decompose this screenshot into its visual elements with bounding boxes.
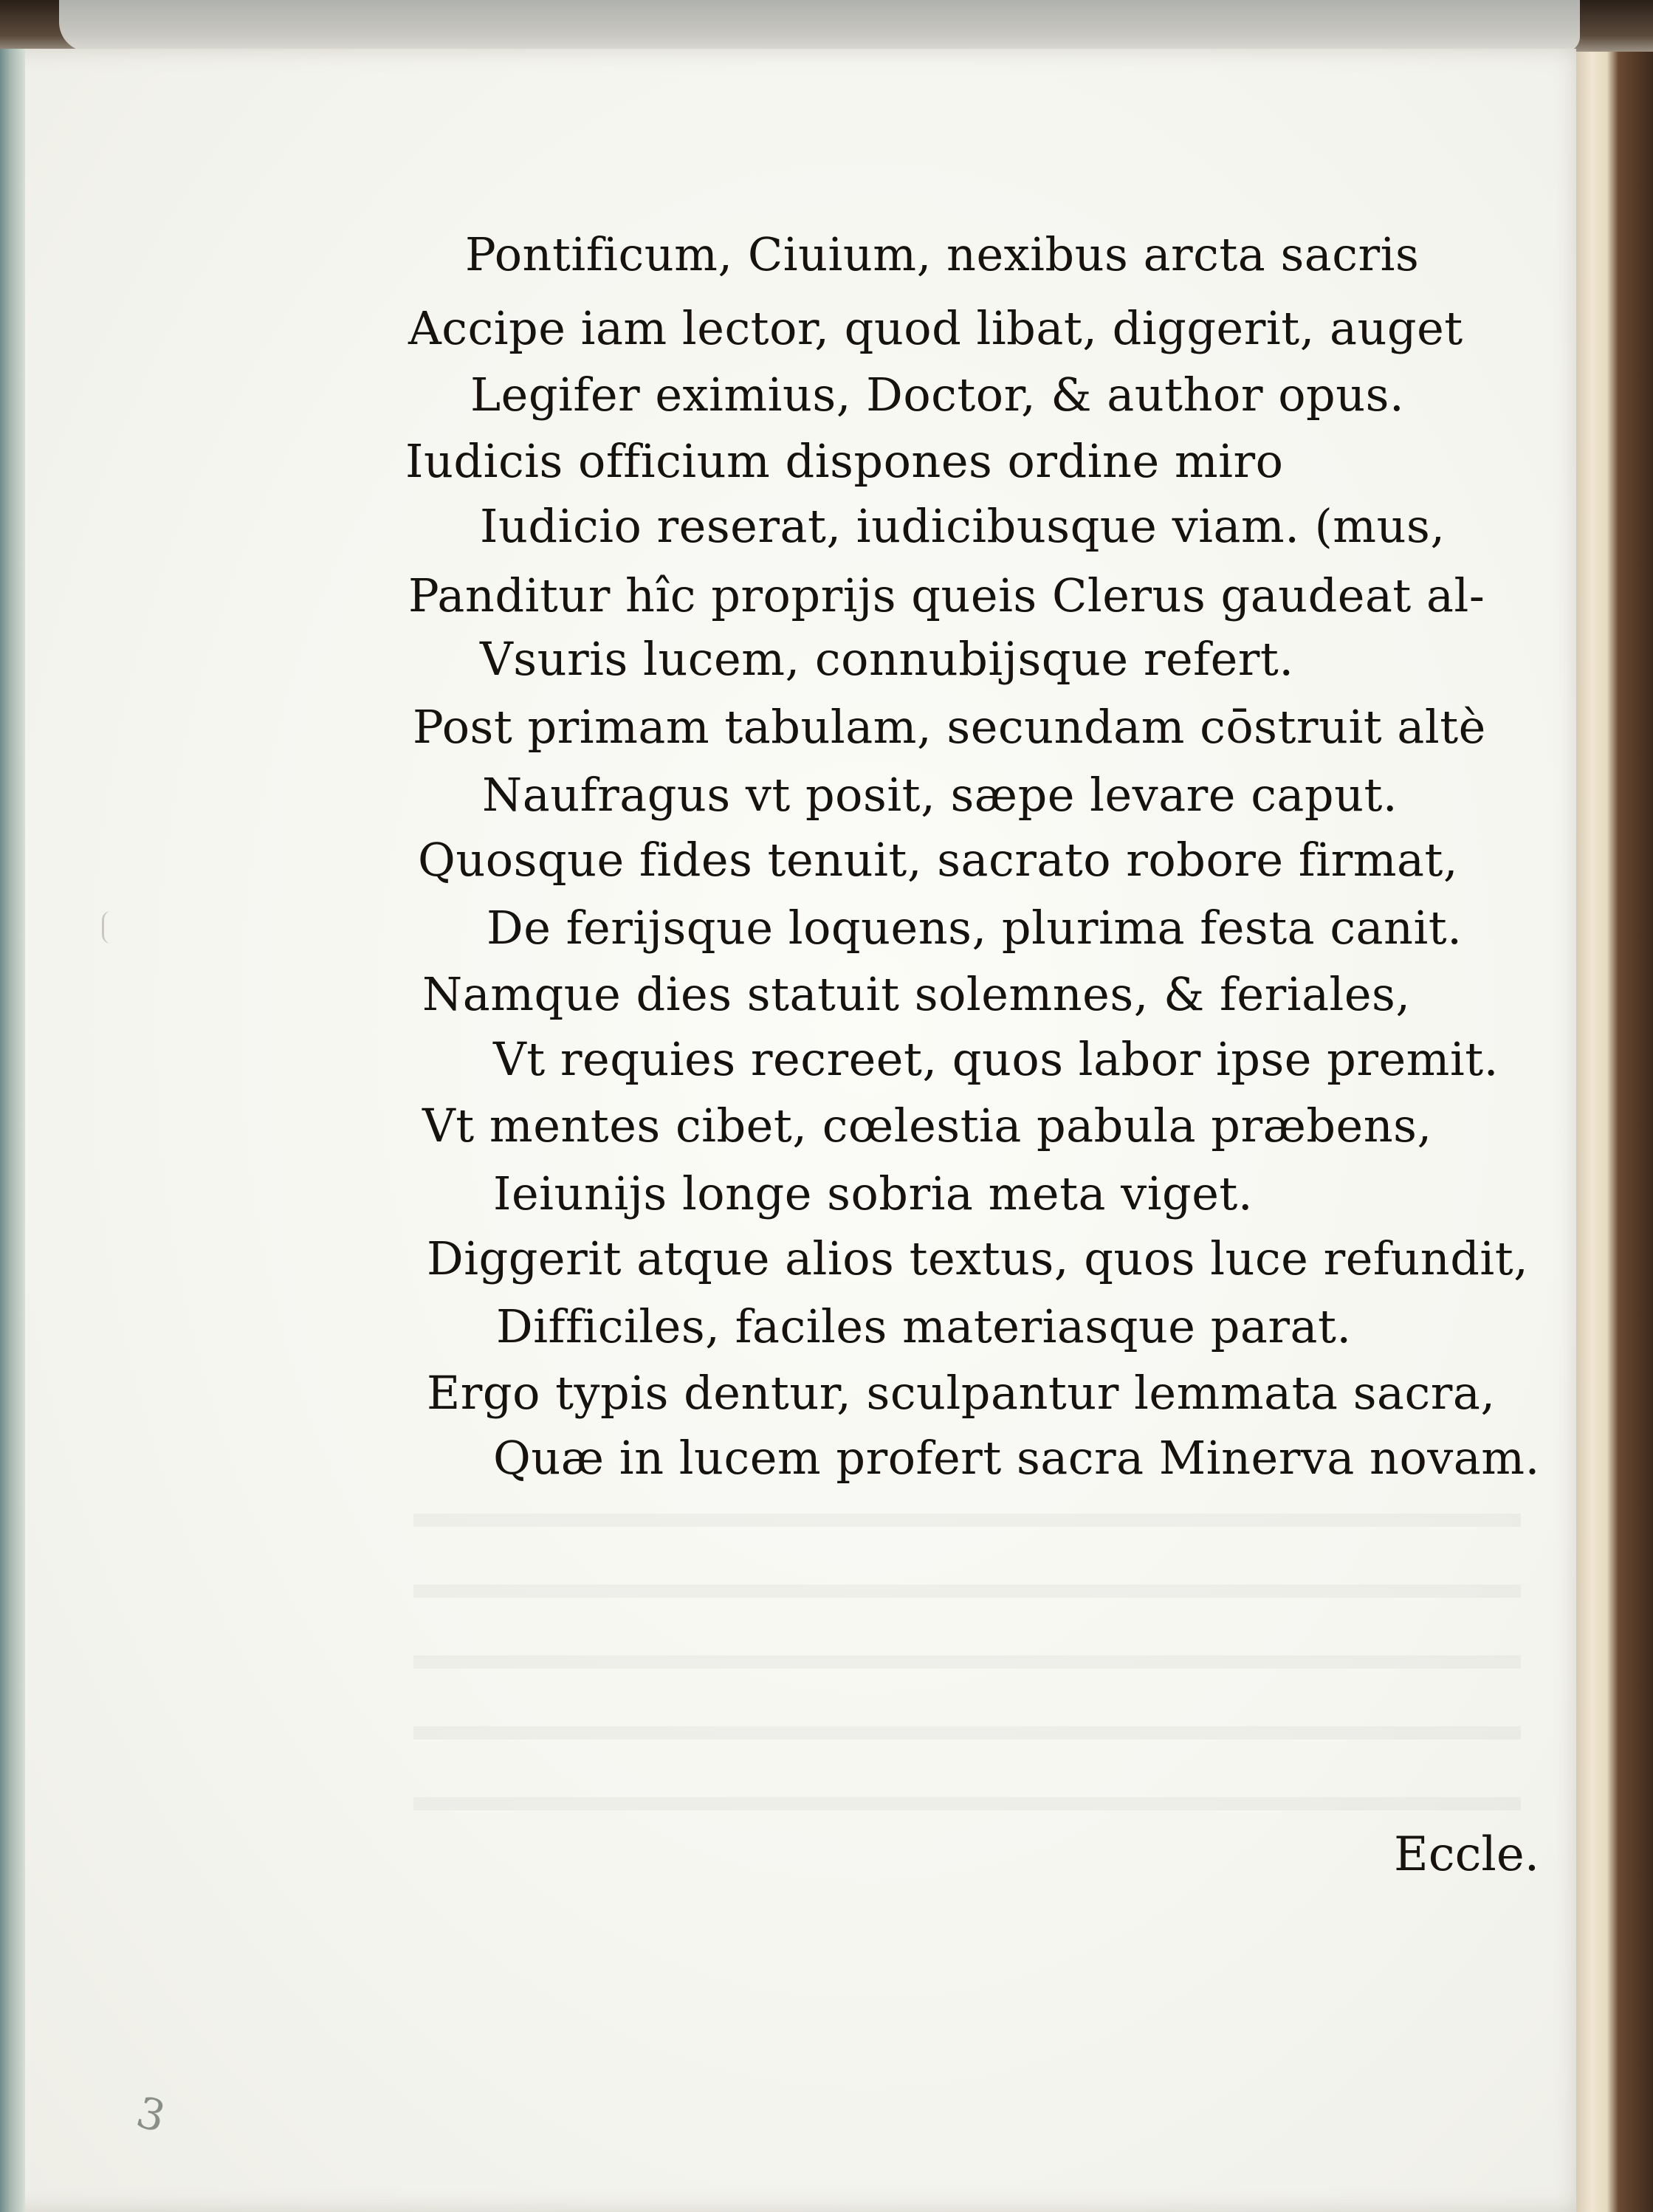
poem-line-4: Iudicis officium dispones ordine miro (405, 434, 1284, 488)
poem-line-5: Iudicio reserat, iudicibusque viam. (mus, (480, 499, 1446, 553)
poem-line-7: Vsuris lucem, connubijsque refert. (480, 632, 1294, 686)
poem-line-12: Namque dies statuit solemnes, & feriales, (422, 967, 1411, 1021)
poem-line-1: Pontificum, Ciuium, nexibus arcta sacris (465, 227, 1420, 281)
poem-line-19: Quæ in lucem profert sacra Minerva novam. (493, 1431, 1540, 1485)
poem-line-9: Naufragus vt posit, sæpe levare caput. (482, 768, 1398, 822)
poem-line-6: Panditur hîc proprijs queis Clerus gaudeat al- (408, 569, 1485, 622)
poem-line-13: Vt requies recreet, quos labor ipse premit. (493, 1032, 1499, 1086)
poem-line-15: Ieiunijs longe sobria meta viget. (493, 1167, 1254, 1220)
poem-line-10: Quosque fides tenuit, sacrato robore firmat, (418, 833, 1459, 887)
poem-line-11: De ferijsque loquens, plurima festa canit. (487, 901, 1463, 955)
catchword: Eccle. (1394, 1827, 1540, 1882)
margin-pencil-mark: 3 (131, 2086, 171, 2143)
poem-line-18: Ergo typis dentur, sculpantur lemmata sacra, (427, 1366, 1496, 1420)
poem-line-14: Vt mentes cibet, cœlestia pabula præbens, (422, 1099, 1432, 1153)
poem-line-16: Diggerit atque alios textus, quos luce refundit, (427, 1232, 1529, 1285)
poem-line-3: Legifer eximius, Doctor, & author opus. (470, 368, 1405, 422)
poem-line-17: Difficiles, faciles materiasque parat. (496, 1299, 1352, 1353)
poem-line-8: Post primam tabulam, secundam cōstruit altè (413, 700, 1486, 754)
poem-line-2: Accipe iam lector, quod libat, diggerit, auget (408, 301, 1463, 355)
